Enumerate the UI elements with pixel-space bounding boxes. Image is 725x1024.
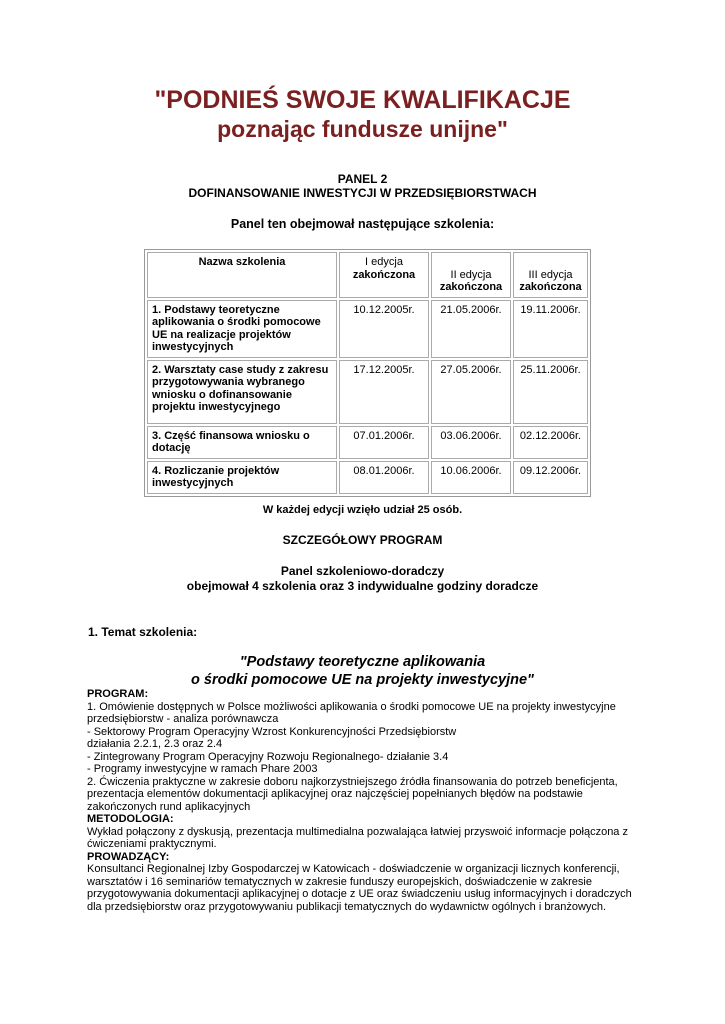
document-title-line2: poznając fundusze unijne": [217, 116, 508, 142]
training-date-ed2: 10.06.2006r.: [431, 461, 511, 494]
training-date-ed3: 02.12.2006r.: [513, 426, 588, 459]
program-line: działania 2.2.1, 2.3 oraz 2.4: [87, 738, 223, 750]
program-line: - Zintegrowany Program Operacyjny Rozwoju Regionalnego- działanie 3.4: [87, 750, 449, 763]
header-edition3-bottom: zakończona: [519, 281, 582, 293]
training-date-ed1: 07.01.2006r.: [339, 426, 429, 459]
trainings-table: [144, 249, 591, 497]
panel-description-line2: obejmował 4 szkolenia oraz 3 indywidualne godziny doradcze: [186, 579, 539, 593]
program-line: - Sektorowy Program Operacyjny Wzrost Konkurencyjności Przedsiębiorstw: [87, 725, 457, 738]
training-date-ed2: 21.05.2006r.: [431, 300, 511, 358]
table-row: [147, 426, 588, 459]
document-title-line1: "PODNIEŚ SWOJE KWALIFIKACJE: [154, 86, 571, 114]
table-header-row: [147, 252, 588, 298]
program-label: PROGRAM:: [87, 688, 149, 700]
training-date-ed3: 09.12.2006r.: [513, 461, 588, 494]
panel-description-line1: Panel szkoleniowo-doradczy: [280, 564, 445, 578]
topic-label: 1. Temat szkolenia:: [88, 625, 198, 639]
panel-number: PANEL 2: [337, 172, 388, 186]
header-edition2-top: II edycja: [450, 268, 492, 281]
panel-name: DOFINANSOWANIE INWESTYCJI W PRZEDSIĘBIORSTWACH: [188, 186, 537, 200]
header-edition3: [513, 252, 588, 298]
methodology-label: METODOLOGIA:: [87, 813, 174, 825]
topic-title-line1: "Podstawy teoretyczne aplikowania: [239, 654, 486, 670]
header-edition2: [431, 252, 511, 298]
panel-intro: Panel ten obejmował następujące szkolenia:: [230, 217, 495, 231]
participants-note: W każdej edycji wzięło udział 25 osób.: [262, 504, 463, 516]
training-date-ed3: 25.11.2006r.: [513, 360, 588, 424]
training-name: 2. Warsztaty case study z zakresu przygotowywania wybranego wniosku o dofinansowanie projektu inwestycyjnego: [147, 360, 337, 424]
presenter-text: Konsultanci Regionalnej Izby Gospodarczej w Katowicach - doświadczenie w organizacji licznych konferencji, warsztatów i 16 seminariów tematycznych w zakresie funduszy europejskich, doświadczenie w zakresie przygotowywania dokumentacji aplikacyjnej o dotacje z UE oraz świadczeniu usług informacyjnych i doradczych dla przedsiębiorstw oraz przygotowywaniu publikacji tematycznych do wydawnictw ogólnych i branżowych.: [87, 863, 632, 913]
training-name: 3. Część finansowa wniosku o dotację: [147, 426, 337, 459]
detailed-program-heading: SZCZEGÓŁOWY PROGRAM: [282, 533, 443, 547]
training-date-ed1: 17.12.2005r.: [339, 360, 429, 424]
program-line: - Programy inwestycyjne w ramach Phare 2003: [87, 763, 318, 775]
topic-title-line2: o środki pomocowe UE na projekty inwestycyjne": [191, 672, 534, 688]
header-edition1: [339, 252, 429, 298]
training-date-ed2: 27.05.2006r.: [431, 360, 511, 424]
training-date-ed3: 19.11.2006r.: [513, 300, 588, 358]
program-details: [87, 688, 647, 913]
training-date-ed1: 10.12.2005r.: [339, 300, 429, 358]
program-line: 2. Ćwiczenia praktyczne w zakresie doboru najkorzystniejszego źródła finansowania do potrzeb beneficjenta, prezentacja elementów dokumentacji aplikacyjnej oraz najczęściej popełnianych błędów na podstawie zakończonych rund aplikacyjnych: [87, 775, 618, 813]
table-row: [147, 360, 588, 424]
program-line: 1. Omówienie dostępnych w Polsce możliwości aplikowania o środki pomocowe UE na projekty inwestycyjne przedsiębiorstw - analiza porównawcza: [87, 700, 616, 725]
methodology-text: Wykład połączony z dyskusją, prezentacja multimedialna pozwalająca łatwiej przyswoić informacje połączona z ćwiczeniami praktycznymi.: [87, 825, 628, 850]
training-date-ed1: 08.01.2006r.: [339, 461, 429, 494]
training-date-ed2: 03.06.2006r.: [431, 426, 511, 459]
table-row: [147, 300, 588, 358]
header-edition2-bottom: zakończona: [439, 281, 503, 293]
table-row: [147, 461, 588, 494]
training-name: 1. Podstawy teoretyczne aplikowania o środki pomocowe UE na realizacje projektów inwestycyjnych: [147, 300, 337, 358]
presenter-label: PROWADZĄCY:: [87, 850, 170, 863]
training-name: 4. Rozliczanie projektów inwestycyjnych: [147, 461, 337, 494]
header-edition1-bottom: zakończona: [352, 268, 416, 281]
header-edition1-top: I edycja: [365, 256, 403, 268]
header-edition3-top: III edycja: [528, 268, 573, 281]
header-name: Nazwa szkolenia: [147, 252, 337, 298]
